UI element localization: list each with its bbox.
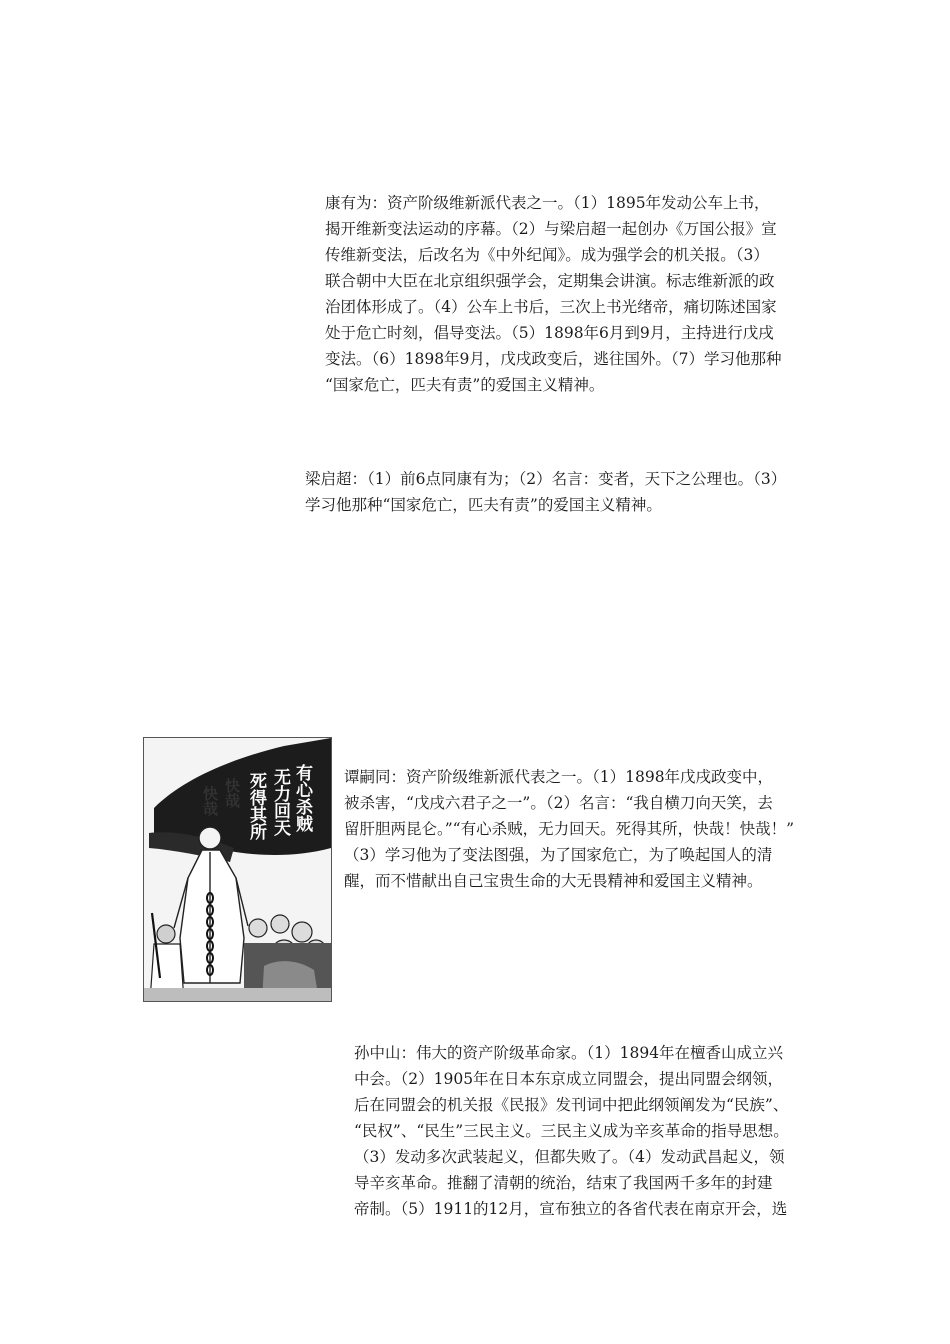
paragraph-line: 留肝胆两昆仑。”“有心杀贼，无力回天。死得其所，快哉！快哉！” <box>344 820 795 838</box>
paragraph-line: （3）发动多次武装起义，但都失败了。（4）发动武昌起义，领 <box>354 1148 785 1166</box>
paragraph-line: 后在同盟会的机关报《民报》发刊词中把此纲领阐发为“民族”、 <box>354 1096 789 1114</box>
calligraphy-column: 死得其所 <box>246 772 266 840</box>
paragraph-line: 被杀害，“戊戌六君子之一”。（2）名言：“我自横刀向天笑，去 <box>344 794 773 812</box>
paragraph-line: 梁启超：（1）前6点同康有为；（2）名言：变者，天下之公理也。（3） <box>305 470 787 488</box>
liang-qichao-paragraph <box>305 466 813 518</box>
calligraphy-column: 快哉 <box>223 778 241 808</box>
calligraphy-column: 快哉 <box>201 786 219 816</box>
sun-yatsen-paragraph <box>354 1040 812 1222</box>
kang-youwei-paragraph <box>325 190 805 398</box>
calligraphy-column: 无力回天 <box>270 768 290 836</box>
paragraph-line: 处于危亡时刻，倡导变法。（5）1898年6月到9月，主持进行戊戌 <box>325 324 774 342</box>
paragraph-line: 孙中山：伟大的资产阶级革命家。（1）1894年在檀香山成立兴 <box>354 1044 784 1062</box>
paragraph-line: 康有为：资产阶级维新派代表之一。（1）1895年发动公车上书， <box>325 194 770 212</box>
paragraph-line: 学习他那种“国家危亡，匹夫有责”的爱国主义精神。 <box>305 496 662 514</box>
paragraph-line: “民权”、“民生”三民主义。三民主义成为辛亥革命的指导思想。 <box>354 1122 789 1140</box>
tan-sitong-illustration <box>143 737 332 1002</box>
paragraph-line: 醒，而不惜献出自己宝贵生命的大无畏精神和爱国主义精神。 <box>344 872 763 890</box>
paragraph-line: “国家危亡，匹夫有责”的爱国主义精神。 <box>325 376 605 394</box>
paragraph-line: 帝制。（5）1911的12月，宣布独立的各省代表在南京开会，选 <box>354 1200 788 1218</box>
paragraph-line: 谭嗣同：资产阶级维新派代表之一。（1）1898年戊戌政变中， <box>344 768 774 786</box>
paragraph-line: 导辛亥革命。推翻了清朝的统治，结束了我国两千多年的封建 <box>354 1174 773 1192</box>
tan-sitong-paragraph <box>344 764 812 894</box>
paragraph-line: 治团体形成了。（4）公车上书后，三次上书光绪帝，痛切陈述国家 <box>325 298 777 316</box>
paragraph-line: 揭开维新变法运动的序幕。（2）与梁启超一起创办《万国公报》宣 <box>325 220 777 238</box>
paragraph-line: 变法。（6）1898年9月，戊戌政变后，逃往国外。（7）学习他那种 <box>325 350 782 368</box>
paragraph-line: （3）学习他为了变法图强，为了国家危亡，为了唤起国人的清 <box>344 846 773 864</box>
paragraph-line: 联合朝中大臣在北京组织强学会，定期集会讲演。标志维新派的政 <box>325 272 775 290</box>
calligraphy-column: 有心杀贼 <box>292 764 312 832</box>
paragraph-line: 传维新变法，后改名为《中外纪闻》。成为强学会的机关报。（3） <box>325 246 769 264</box>
paragraph-line: 中会。（2）1905年在日本东京成立同盟会，提出同盟会纲领， <box>354 1070 784 1088</box>
